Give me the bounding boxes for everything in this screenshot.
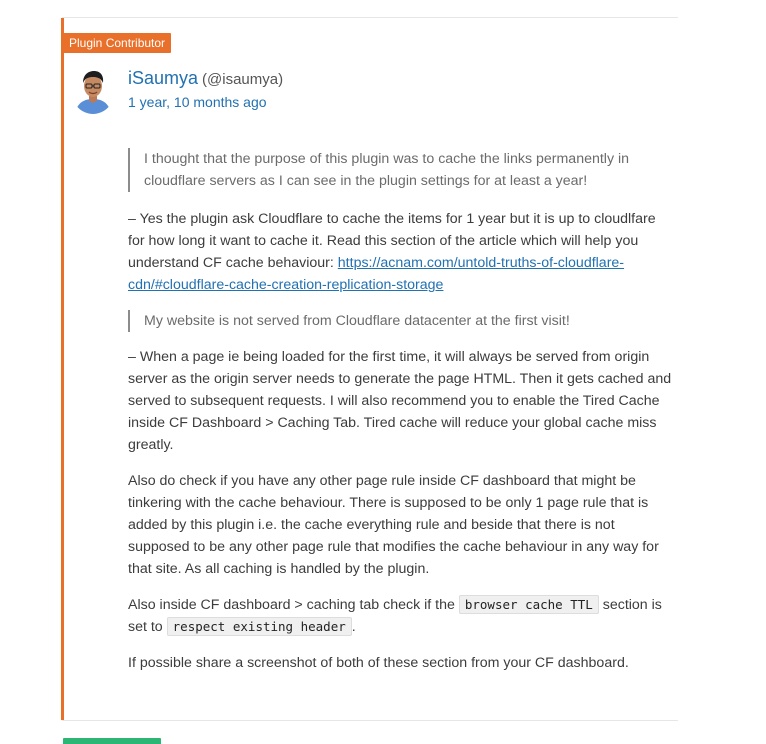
- author-name-link[interactable]: iSaumya: [128, 68, 199, 88]
- article-link[interactable]: https://acnam.com/untold-truths-of-cloudflare-cdn/#cloudflare-cache-creation-replication-storage: [128, 255, 625, 293]
- plugin-contributor-badge: Plugin Contributor: [63, 33, 171, 53]
- next-reply-badge: [63, 738, 161, 744]
- paragraph: Also do check if you have any other page rule inside CF dashboard that might be tinkering with the cache behaviour. There is supposed to be only 1 page rule that is added by this plugin i.e. the cache everything rule and beside that there is not supposed to be any other page rule that modifies the cache behaviour in any way for that site. As all caching is handled by the plugin.: [128, 473, 659, 577]
- author-name-line: [128, 66, 283, 92]
- paragraph: [128, 208, 676, 296]
- paragraph-text: Also inside CF dashboard > caching tab check if the: [128, 597, 455, 613]
- reply-timestamp-link[interactable]: 1 year, 10 months ago: [128, 94, 267, 110]
- inline-code: respect existing header: [167, 617, 352, 636]
- paragraph: [128, 594, 676, 638]
- quote-block: [128, 148, 676, 192]
- paragraph-text: – Yes the plugin ask Cloudflare to cache the items for 1 year but it is up to cloudlfare for how long it want to cache it. Read this section of the article which will help you understand CF cache behaviour:: [128, 211, 656, 271]
- inline-code: browser cache TTL: [459, 595, 599, 614]
- paragraph-text: .: [351, 619, 356, 635]
- paragraph-text: section is set to: [128, 597, 662, 635]
- user-avatar-icon: [71, 66, 115, 114]
- bottom-divider: [62, 720, 678, 721]
- quote-text: My website is not served from Cloudflare datacenter at the first visit!: [144, 313, 570, 329]
- reply-content: [128, 148, 676, 688]
- author-handle: (@isaumya): [202, 71, 284, 88]
- quote-text: I thought that the purpose of this plugin was to cache the links permanently in cloudflare servers as I can see in the plugin settings for at least a year!: [144, 151, 630, 189]
- paragraph: – When a page ie being loaded for the first time, it will always be served from origin server as the origin server needs to generate the page HTML. Then it gets cached and served to subsequent requests. I will also recommend you to enable the Tired Cache inside CF Dashboard > Caching Tab. Tired cache will reduce your global cache miss greatly.: [128, 349, 672, 453]
- avatar[interactable]: [71, 66, 115, 114]
- paragraph: If possible share a screenshot of both of these section from your CF dashboard.: [128, 655, 629, 671]
- quote-block: [128, 310, 676, 332]
